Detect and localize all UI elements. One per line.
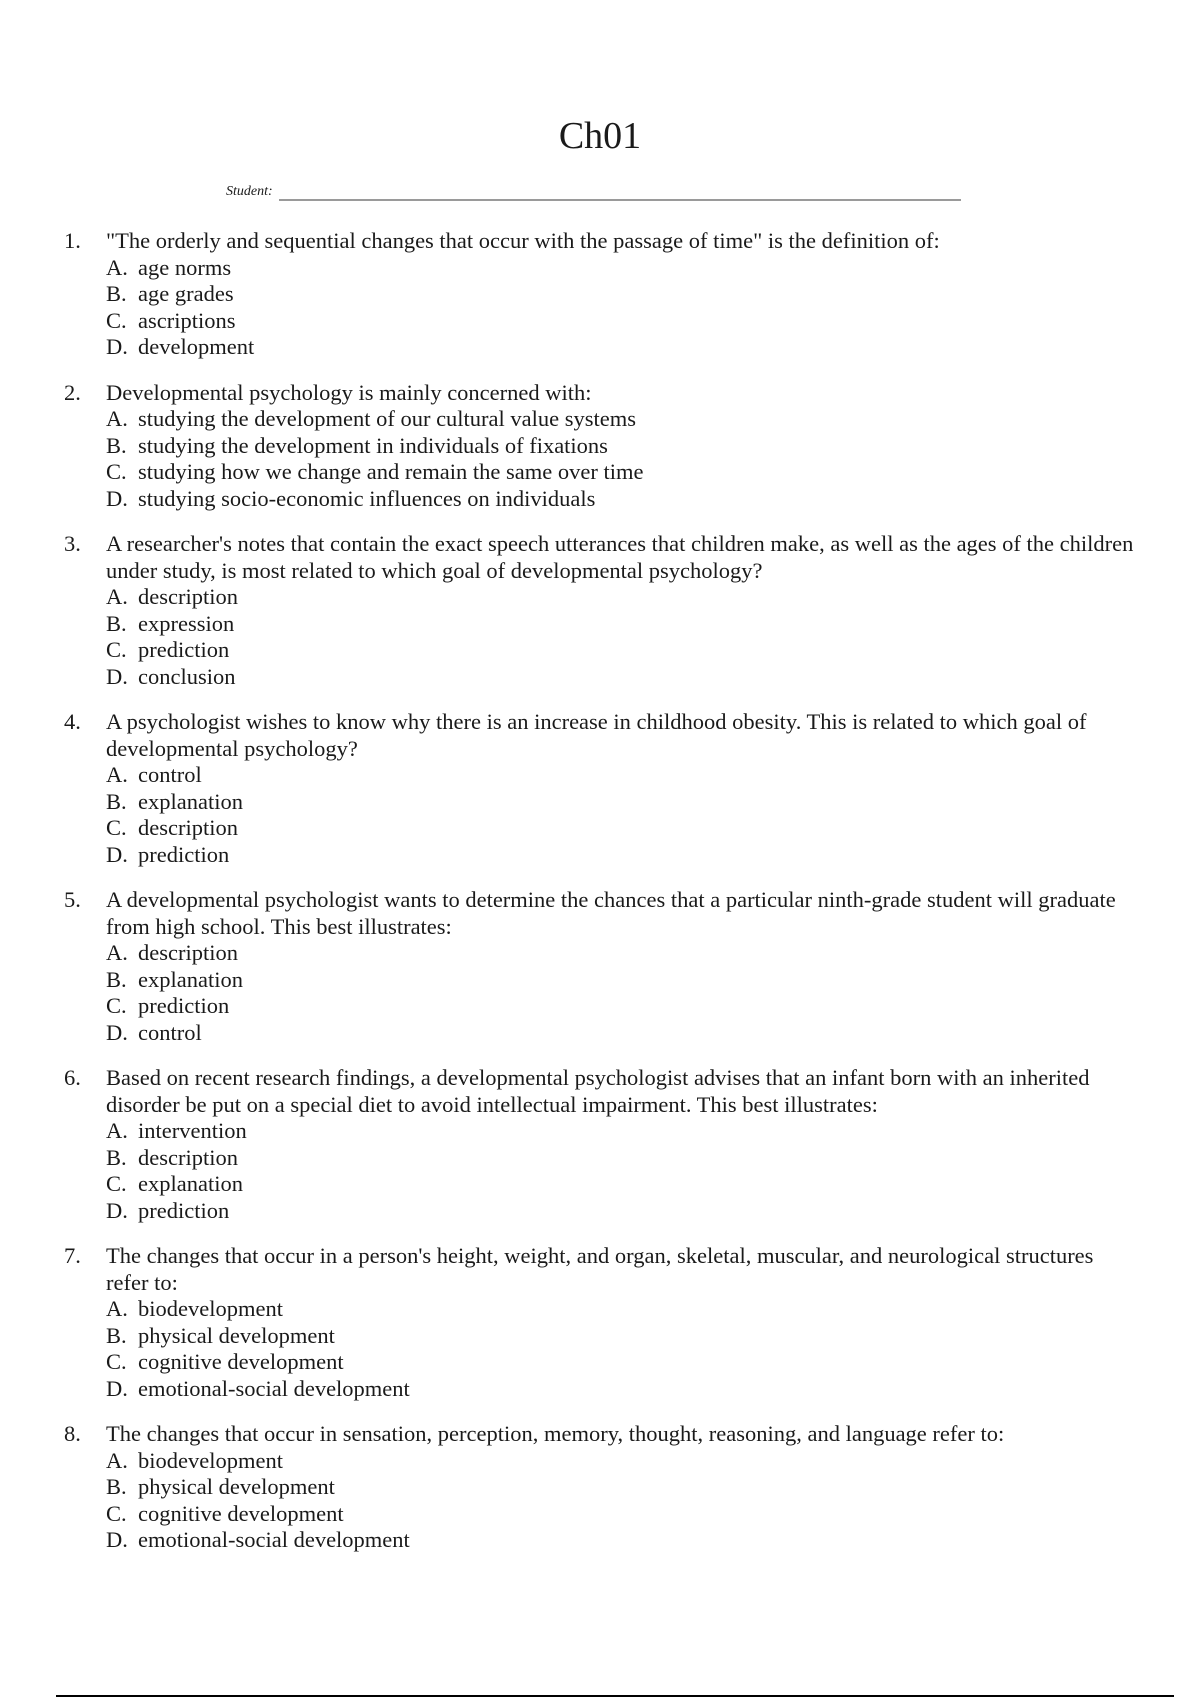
question-list bbox=[64, 228, 1140, 1573]
option-letter: A. bbox=[106, 762, 128, 787]
option-letter: C. bbox=[106, 307, 127, 333]
option-text: biodevelopment bbox=[138, 1296, 283, 1321]
option-letter: C. bbox=[106, 637, 127, 662]
option-text: emotional-social development bbox=[138, 1375, 410, 1401]
question-6 bbox=[64, 1065, 1140, 1224]
option-a bbox=[106, 940, 1140, 967]
option-letter: B. bbox=[106, 1322, 127, 1348]
option-c bbox=[106, 993, 1140, 1020]
option-letter: C. bbox=[106, 1500, 127, 1526]
option-c bbox=[106, 1171, 1140, 1198]
option-text: conclusion bbox=[138, 663, 236, 689]
option-text: studying the development of our cultural value systems bbox=[138, 406, 637, 431]
option-letter: A. bbox=[106, 1296, 128, 1321]
option-text: prediction bbox=[138, 1197, 230, 1223]
option-letter: D. bbox=[106, 841, 128, 867]
question-text: Based on recent research findings, a developmental psychologist advises that an infant born with an inherited disorder be put on a special diet to avoid intellectual impairment. This best illustrates: bbox=[106, 1065, 1090, 1117]
footer-rule bbox=[56, 1695, 1174, 1697]
option-text: explanation bbox=[138, 1171, 243, 1196]
option-letter: B. bbox=[106, 966, 127, 992]
option-d bbox=[106, 842, 1140, 869]
option-a bbox=[106, 1448, 1140, 1475]
question-text: A developmental psychologist wants to determine the chances that a particular ninth-grade student will graduate from high school. This best illustrates: bbox=[106, 887, 1116, 939]
option-text: description bbox=[138, 584, 238, 609]
question-4 bbox=[64, 709, 1140, 868]
student-name-line[interactable] bbox=[279, 185, 961, 201]
option-letter: A. bbox=[106, 1447, 128, 1473]
option-a bbox=[106, 406, 1140, 433]
option-d bbox=[106, 334, 1140, 361]
question-number: 4. bbox=[64, 709, 81, 734]
option-c bbox=[106, 815, 1140, 842]
question-text: A researcher's notes that contain the exact speech utterances that children make, as well as the ages of the children under study, is most related to which goal of developmental psychology? bbox=[106, 531, 1134, 583]
option-letter: D. bbox=[106, 663, 128, 689]
option-b bbox=[106, 967, 1140, 994]
option-c bbox=[106, 308, 1140, 335]
option-d bbox=[106, 1527, 1140, 1554]
option-text: biodevelopment bbox=[138, 1447, 283, 1473]
option-letter: A. bbox=[106, 1118, 128, 1143]
option-letter: D. bbox=[106, 1375, 128, 1401]
question-2 bbox=[64, 380, 1140, 513]
option-b bbox=[106, 1474, 1140, 1501]
option-text: intervention bbox=[138, 1118, 247, 1143]
question-number: 8. bbox=[64, 1421, 81, 1446]
option-text: age norms bbox=[138, 254, 232, 280]
option-letter: C. bbox=[106, 1349, 127, 1374]
option-text: physical development bbox=[138, 1322, 335, 1348]
option-letter: A. bbox=[106, 254, 128, 280]
option-d bbox=[106, 664, 1140, 691]
option-text: development bbox=[138, 334, 255, 359]
option-text: prediction bbox=[138, 841, 230, 867]
question-number: 3. bbox=[64, 531, 81, 556]
option-d bbox=[106, 486, 1140, 513]
option-text: studying the development in individuals of fixations bbox=[138, 432, 608, 458]
option-a bbox=[106, 584, 1140, 611]
option-text: studying socio-economic influences on individuals bbox=[138, 485, 596, 511]
option-text: expression bbox=[138, 610, 235, 636]
student-name-row bbox=[226, 183, 961, 201]
option-letter: B. bbox=[106, 788, 127, 814]
option-text: prediction bbox=[138, 637, 230, 662]
option-text: physical development bbox=[138, 1474, 335, 1499]
question-8 bbox=[64, 1421, 1140, 1554]
question-number: 1. bbox=[64, 228, 81, 253]
question-number: 2. bbox=[64, 379, 81, 405]
question-number: 6. bbox=[64, 1065, 81, 1090]
question-text: Developmental psychology is mainly concerned with: bbox=[106, 379, 592, 405]
student-label: Student: bbox=[226, 184, 273, 199]
option-letter: B. bbox=[106, 432, 127, 458]
option-letter: B. bbox=[106, 281, 127, 306]
page-title: Ch01 bbox=[558, 115, 642, 157]
option-text: description bbox=[138, 940, 238, 965]
option-text: ascriptions bbox=[138, 307, 236, 333]
option-letter: B. bbox=[106, 1474, 127, 1499]
option-text: control bbox=[138, 762, 202, 787]
option-text: prediction bbox=[138, 993, 230, 1018]
option-letter: D. bbox=[106, 1197, 128, 1223]
question-1 bbox=[64, 228, 1140, 361]
question-number: 5. bbox=[64, 887, 81, 912]
question-text: The changes that occur in a person's height, weight, and organ, skeletal, muscular, and neurological structures refer to: bbox=[106, 1243, 1094, 1295]
option-b bbox=[106, 281, 1140, 308]
question-text: The changes that occur in sensation, perception, memory, thought, reasoning, and language refer to: bbox=[106, 1421, 1005, 1446]
option-text: studying how we change and remain the same over time bbox=[138, 459, 644, 484]
option-text: explanation bbox=[138, 966, 243, 992]
option-letter: A. bbox=[106, 940, 128, 965]
option-letter: B. bbox=[106, 1144, 127, 1170]
option-letter: C. bbox=[106, 993, 127, 1018]
option-d bbox=[106, 1198, 1140, 1225]
option-letter: B. bbox=[106, 610, 127, 636]
option-letter: D. bbox=[106, 485, 128, 511]
option-b bbox=[106, 1145, 1140, 1172]
option-b bbox=[106, 433, 1140, 460]
question-7 bbox=[64, 1243, 1140, 1402]
option-text: emotional-social development bbox=[138, 1527, 410, 1552]
option-letter: A. bbox=[106, 406, 128, 431]
option-letter: A. bbox=[106, 584, 128, 609]
option-a bbox=[106, 1118, 1140, 1145]
option-d bbox=[106, 1376, 1140, 1403]
question-3 bbox=[64, 531, 1140, 690]
option-text: explanation bbox=[138, 788, 243, 814]
option-text: cognitive development bbox=[138, 1500, 344, 1526]
option-letter: C. bbox=[106, 1171, 127, 1196]
option-a bbox=[106, 255, 1140, 282]
option-text: description bbox=[138, 815, 238, 840]
option-text: cognitive development bbox=[138, 1349, 344, 1374]
option-text: control bbox=[138, 1019, 202, 1045]
option-c bbox=[106, 459, 1140, 486]
option-letter: D. bbox=[106, 1019, 128, 1045]
question-number: 7. bbox=[64, 1243, 81, 1268]
option-a bbox=[106, 1296, 1140, 1323]
option-letter: C. bbox=[106, 815, 127, 840]
option-d bbox=[106, 1020, 1140, 1047]
option-letter: D. bbox=[106, 334, 128, 359]
question-5 bbox=[64, 887, 1140, 1046]
option-b bbox=[106, 1323, 1140, 1350]
option-b bbox=[106, 611, 1140, 638]
option-c bbox=[106, 637, 1140, 664]
option-b bbox=[106, 789, 1140, 816]
option-c bbox=[106, 1349, 1140, 1376]
option-letter: D. bbox=[106, 1527, 128, 1552]
option-letter: C. bbox=[106, 459, 127, 484]
question-text: A psychologist wishes to know why there is an increase in childhood obesity. This is related to which goal of developmental psychology? bbox=[106, 709, 1087, 761]
question-text: "The orderly and sequential changes that occur with the passage of time" is the definition of: bbox=[106, 228, 940, 253]
option-text: description bbox=[138, 1144, 238, 1170]
option-c bbox=[106, 1501, 1140, 1528]
option-text: age grades bbox=[138, 281, 234, 306]
option-a bbox=[106, 762, 1140, 789]
